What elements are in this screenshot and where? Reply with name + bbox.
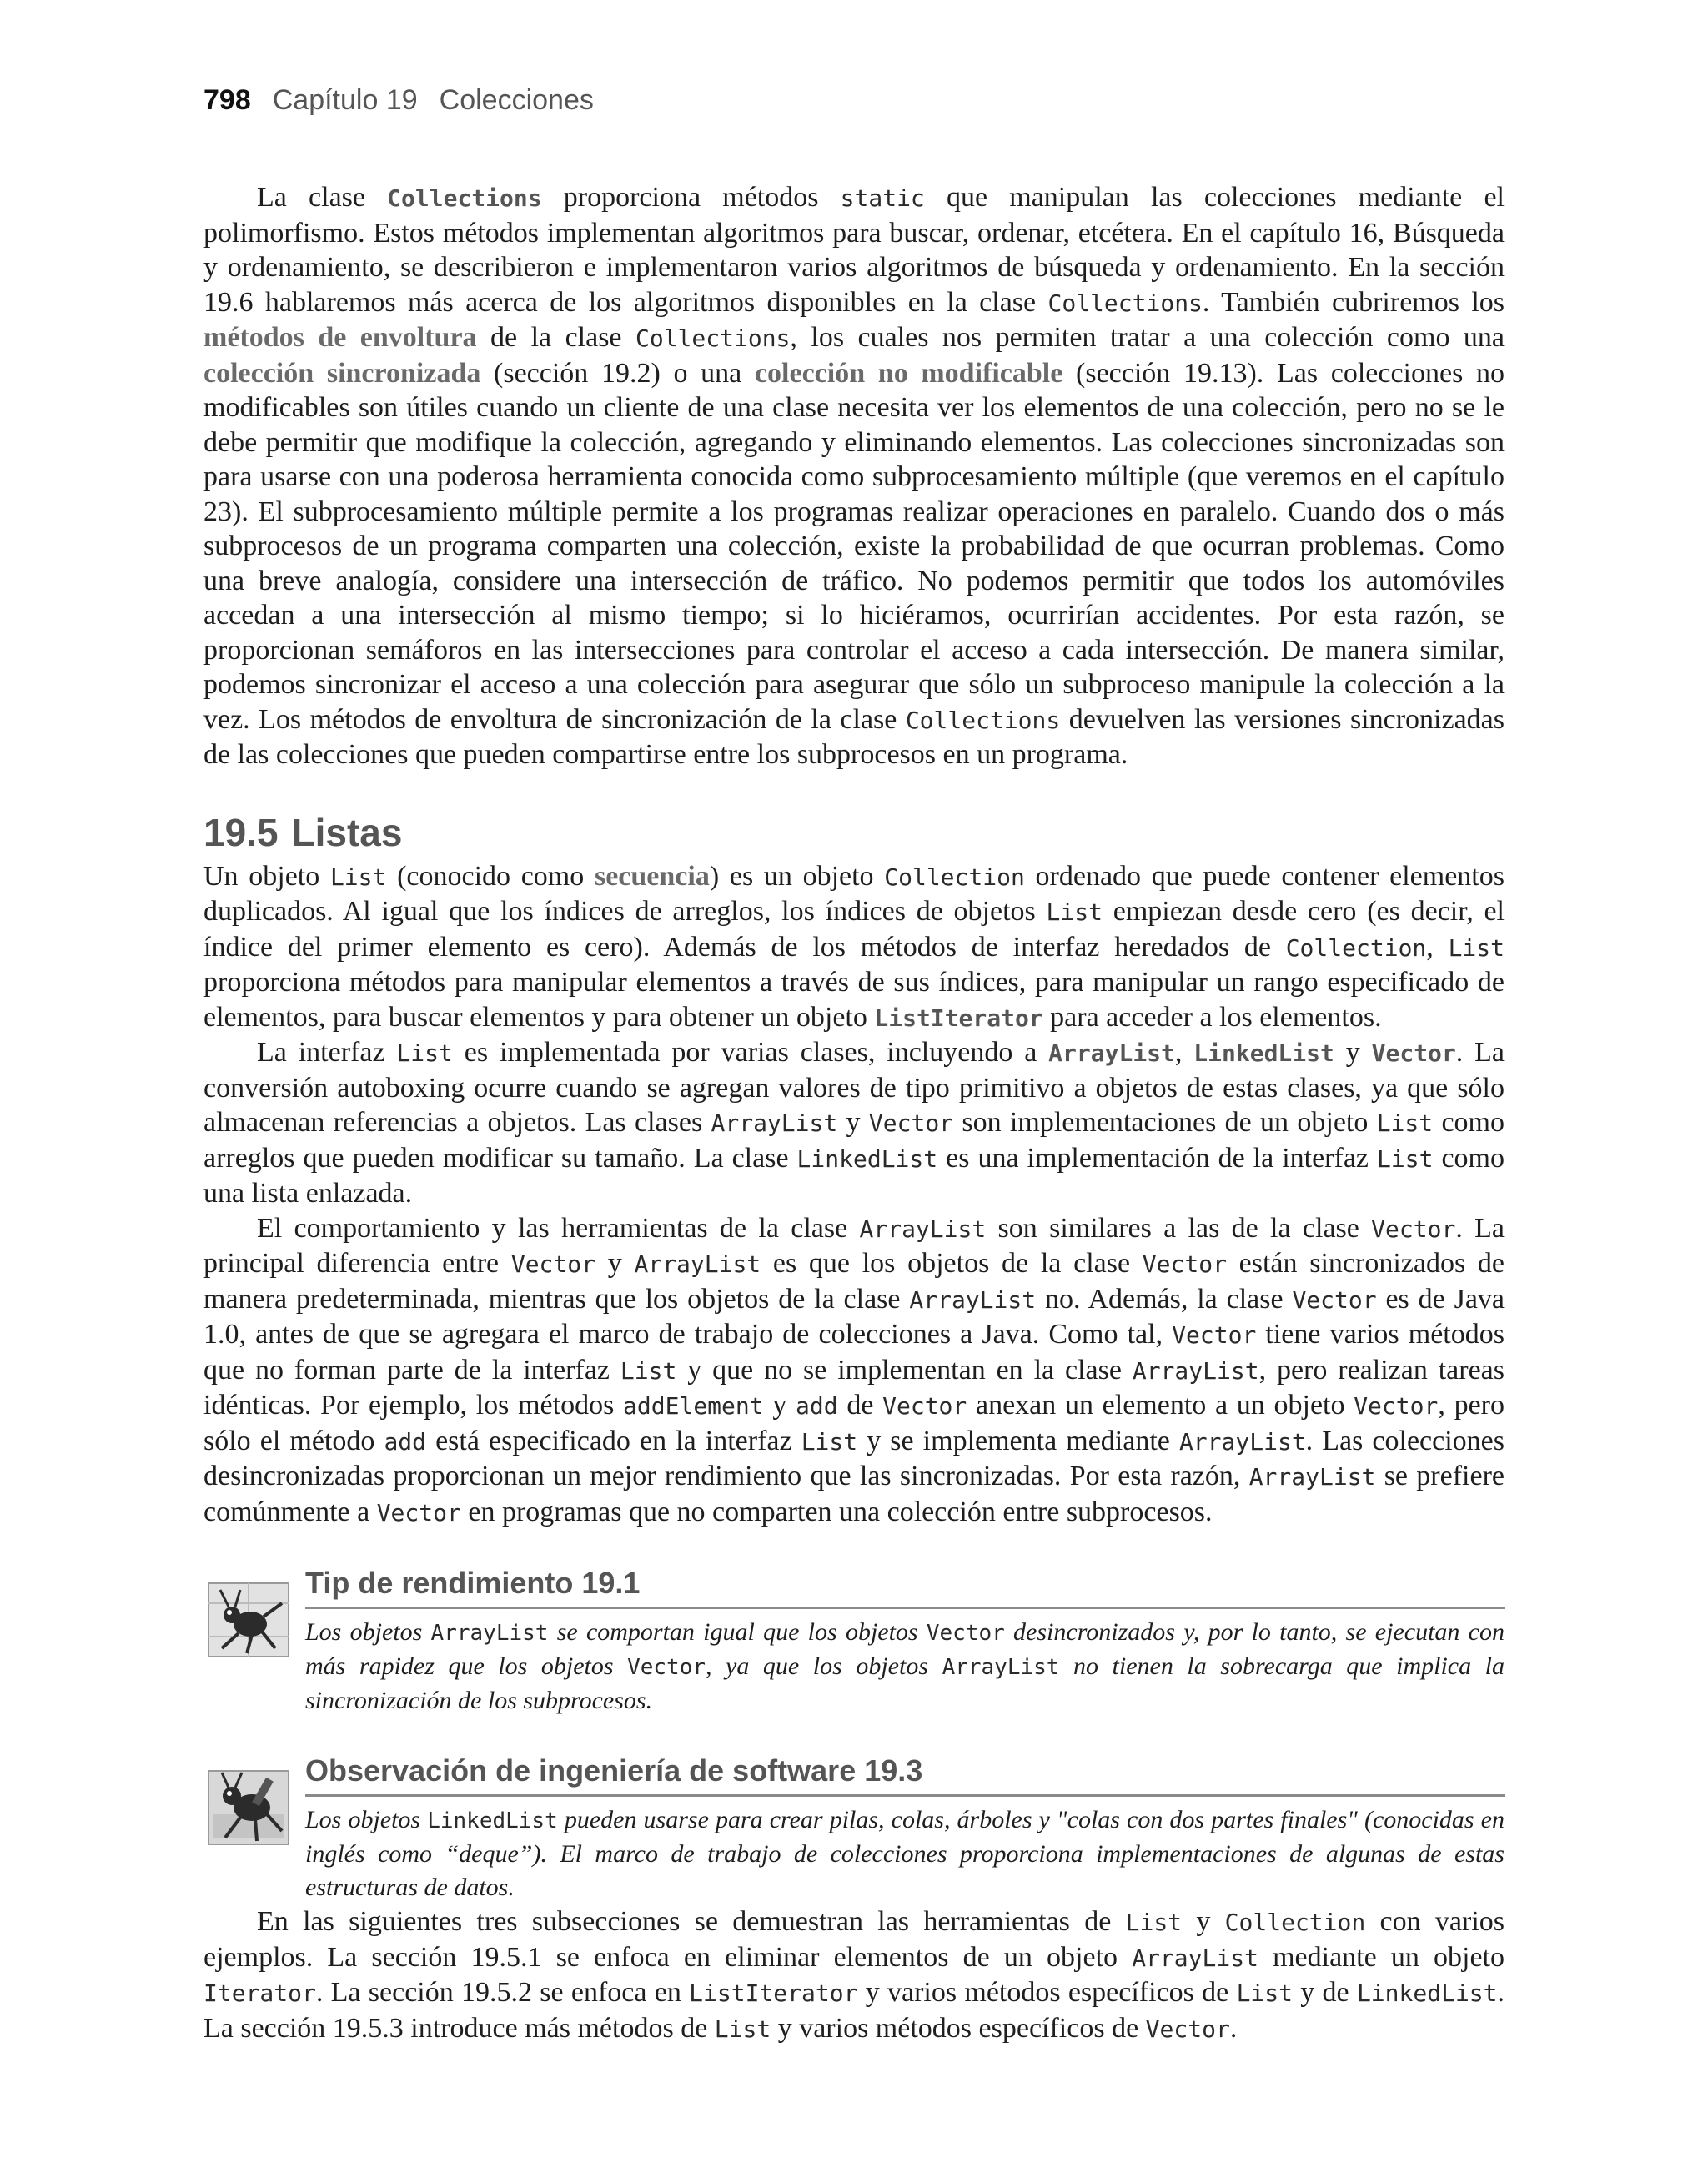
performance-tip-title: Tip de rendimiento 19.1 <box>305 1563 1505 1609</box>
page-number: 798 <box>203 84 251 116</box>
performance-bug-icon <box>207 1578 290 1662</box>
engineering-bug-icon <box>207 1766 290 1849</box>
section-number: 19.5 <box>203 810 279 854</box>
performance-tip-text: Los objetos ArrayList se comportan igual que los objetos Vector desincronizados y, por lo tanto, se ejecutan con más rapidez que los objetos Vector, ya que los objetos ArrayList no tienen la sobrecarga que implica la sincronización de los subprocesos. <box>305 1618 1505 1714</box>
closing-paragraph: En las siguientes tres subsecciones se demuestran las herramientas de List y Collection con varios ejemplos. La sección 19.5.1 se enfoca en eliminar elementos de un objeto ArrayList mediante un objeto Iterator. La sección 19.5.2 se enfoca en ListIterator y varios métodos específicos de List y de LinkedList. La sección 19.5.3 introduce más métodos de List y varios métodos específicos de Vector. <box>203 1906 1505 2044</box>
term-unmodifiable-collection: colección no modificable <box>754 357 1063 389</box>
chapter-label: Capítulo 19 <box>272 84 418 116</box>
section-heading <box>203 809 1505 856</box>
term-wrapper-methods: métodos de envoltura <box>203 322 477 353</box>
section-paragraph-3: El comportamiento y las herramientas de la clase ArrayList son similares a las de la clase Vector. La principal diferencia entre Vector y ArrayList es que los objetos de la clase Vector están sincronizados de manera predeterminada, mientras que los objetos de la clase ArrayList no. Además, la clase Vector es de Java 1.0, antes de que se agregara el marco de trabajo de colecciones a Java. Como tal, Vector tiene varios métodos que no forman parte de la interfaz List y que no se implementan en la clase ArrayList, pero realizan tareas idénticas. Por ejemplo, los métodos addElement y add de Vector anexan un elemento a un objeto Vector, pero sólo el método add está especificado en la interfaz List y se implementa mediante ArrayList. Las colecciones desincronizadas proporcionan un mejor rendimiento que las sincronizadas. Por esta razón, ArrayList se prefiere comúnmente a Vector en programas que no comparten una colección entre subprocesos. <box>203 1212 1505 1527</box>
software-engineering-box <box>203 1751 1505 1904</box>
page-content <box>203 180 1505 2046</box>
intro-paragraph: La clase Collections proporciona métodos static que manipulan las colecciones mediante el polimorfismo. Estos métodos implementan algoritmos para buscar, ordenar, etcétera. En el capítulo 16, Búsqueda y ordenamiento, se describieron e implementaron varios algoritmos de búsqueda y ordenamiento. En la sección 19.6 hablaremos más acerca de los algoritmos disponibles en la clase Collections. También cubriremos los métodos de envoltura de la clase Collections, los cuales nos permiten tratar a una colección como una colección sincronizada (sección 19.2) o una colección no modificable (sección 19.13). Las colecciones no modificables son útiles cuando un cliente de una clase necesita ver los elementos de una colección, pero no se le debe permitir que modifique la colección, agregando y eliminando elementos. Las colecciones sincronizadas son para usarse con una poderosa herramienta conocida como subprocesamiento múltiple (que veremos en el capítulo 23). El subprocesamiento múltiple permite a los programas realizar operaciones en paralelo. Cuando dos o más subprocesos de un programa comparten una colección, existe la probabilidad de que ocurran problemas. Como una breve analogía, considere una intersección de tráfico. No podemos permitir que todos los automóviles accedan a una intersección al mismo tiempo; si lo hiciéramos, ocurrirían accidentes. Por esta razón, se proporcionan semáforos en las intersecciones para controlar el acceso a cada intersección. De manera similar, podemos sincronizar el acceso a una colección para asegurar que sólo un subproceso manipule la colección a la vez. Los métodos de envoltura de sincronización de la clase Collections devuelven las versiones sincronizadas de las colecciones que pueden compartirse entre los subprocesos en un programa. <box>203 182 1505 770</box>
term-synchronized-collection: colección sincronizada <box>203 357 481 389</box>
chapter-title: Colecciones <box>439 84 594 116</box>
running-header <box>203 80 594 120</box>
term-sequence: secuencia <box>594 860 710 892</box>
section-paragraph-2: La interfaz List es implementada por varias clases, incluyendo a ArrayList, LinkedList y Vector. La conversión autoboxing ocurre cuando se agregan valores de tipo primitivo a objetos de estas clases, ya que sólo almacenan referencias a objetos. Las clases ArrayList y Vector son implementaciones de un objeto List como arreglos que pueden modificar su tamaño. La clase LinkedList es una implementación de la interfaz List como una lista enlazada. <box>203 1037 1505 1209</box>
section-paragraph-1: Un objeto List (conocido como secuencia) es un objeto Collection ordenado que puede contener elementos duplicados. Al igual que los índices de arreglos, los índices de objetos List empiezan desde cero (es decir, el índice del primer elemento es cero). Además de los métodos de interfaz heredados de Collection, List proporciona métodos para manipular elementos a través de sus índices, para manipular un rango especificado de elementos, para buscar elementos y para obtener un objeto ListIterator para acceder a los elementos. <box>203 860 1505 1033</box>
software-engineering-title: Observación de ingeniería de software 19.3 <box>305 1751 1505 1797</box>
performance-tip-box <box>203 1563 1505 1718</box>
section-title: Listas <box>291 810 403 854</box>
software-engineering-text: Los objetos LinkedList pueden usarse para crear pilas, colas, árboles y "colas con dos partes finales" (conocidas en inglés como “deque”). El marco de trabajo de colecciones proporciona implementaciones de algunas de estas estructuras de datos. <box>305 1806 1505 1901</box>
